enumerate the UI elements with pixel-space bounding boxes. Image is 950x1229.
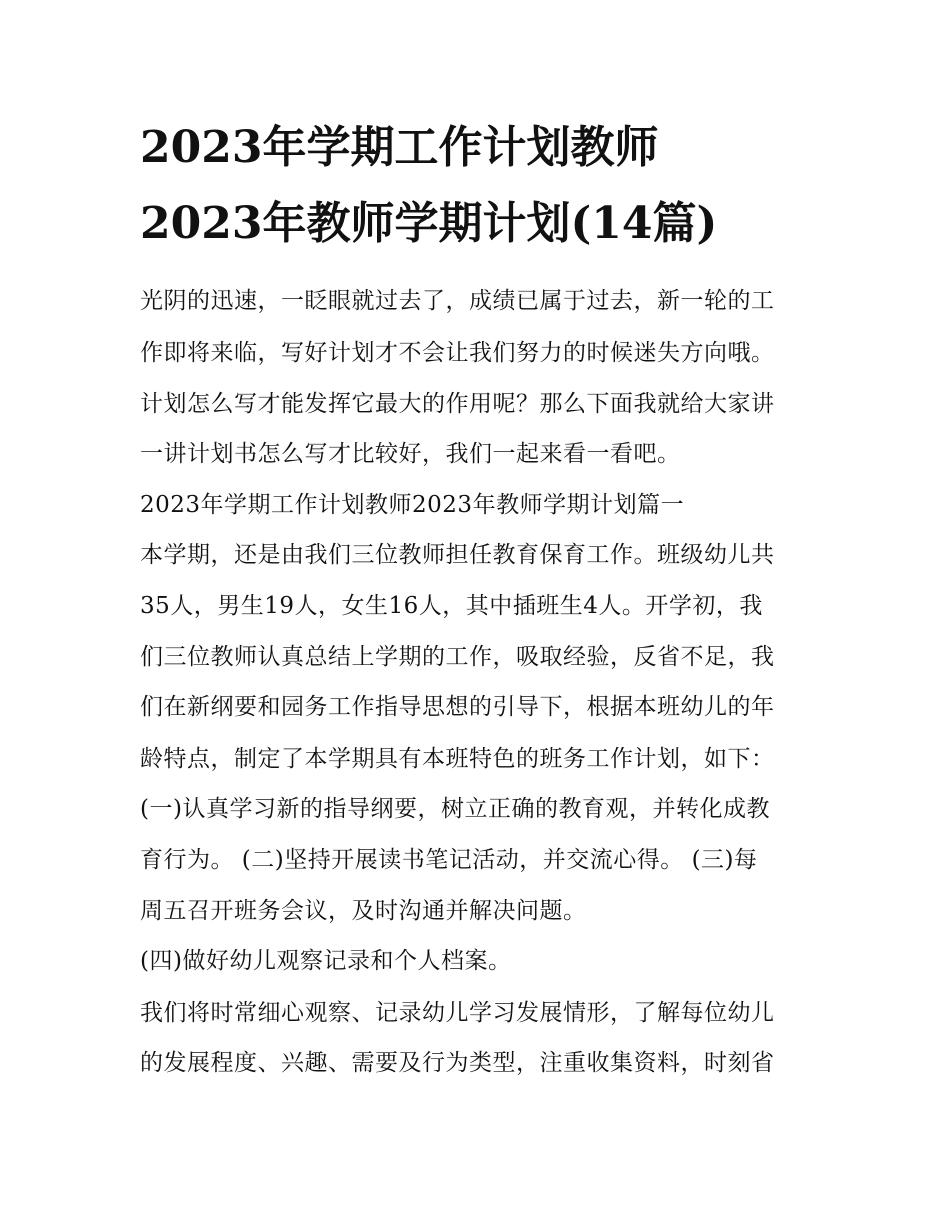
body-line-8: 们三位教师认真总结上学期的工作，吸取经验，反省不足，我 <box>140 644 775 670</box>
body-line-16: 的发展程度、兴趣、需要及行为类型，注重收集资料，时刻省 <box>140 1050 775 1076</box>
body-line-6: 本学期，还是由我们三位教师担任教育保育工作。班级幼儿共 <box>140 542 775 568</box>
body-line-3: 计划怎么写才能发挥它最大的作用呢？那么下面我就给大家讲 <box>140 391 775 417</box>
body-line-13: 周五召开班务会议，及时沟通并解决问题。 <box>140 898 587 924</box>
body-line-2: 作即将来临，写好计划才不会让我们努力的时候迷失方向哦。 <box>140 340 775 366</box>
body-line-15: 我们将时常细心观察、记录幼儿学习发展情形，了解每位幼儿 <box>140 1000 775 1026</box>
document-title-line-1: 2023年学期工作计划教师 <box>140 122 659 173</box>
document-title-line-2: 2023年教师学期计划(14篇) <box>140 198 718 249</box>
body-line-10: 龄特点，制定了本学期具有本班特色的班务工作计划，如下： <box>140 746 775 772</box>
body-line-12: 育行为。 (二)坚持开展读书笔记活动，并交流心得。 (三)每 <box>140 847 758 873</box>
body-line-9: 们在新纲要和园务工作指导思想的引导下，根据本班幼儿的年 <box>140 694 775 720</box>
body-line-4: 一讲计划书怎么写才比较好，我们一起来看一看吧。 <box>140 441 681 467</box>
body-line-7: 35人，男生19人，女生16人，其中插班生4人。开学初，我 <box>140 593 763 619</box>
body-line-14: (四)做好幼儿观察记录和个人档案。 <box>140 948 512 974</box>
section-heading: 2023年学期工作计划教师2023年教师学期计划篇一 <box>140 492 685 518</box>
body-line-1: 光阴的迅速，一眨眼就过去了，成绩已属于过去，新一轮的工 <box>140 288 775 314</box>
body-line-11: (一)认真学习新的指导纲要，树立正确的教育观，并转化成教 <box>140 796 770 822</box>
